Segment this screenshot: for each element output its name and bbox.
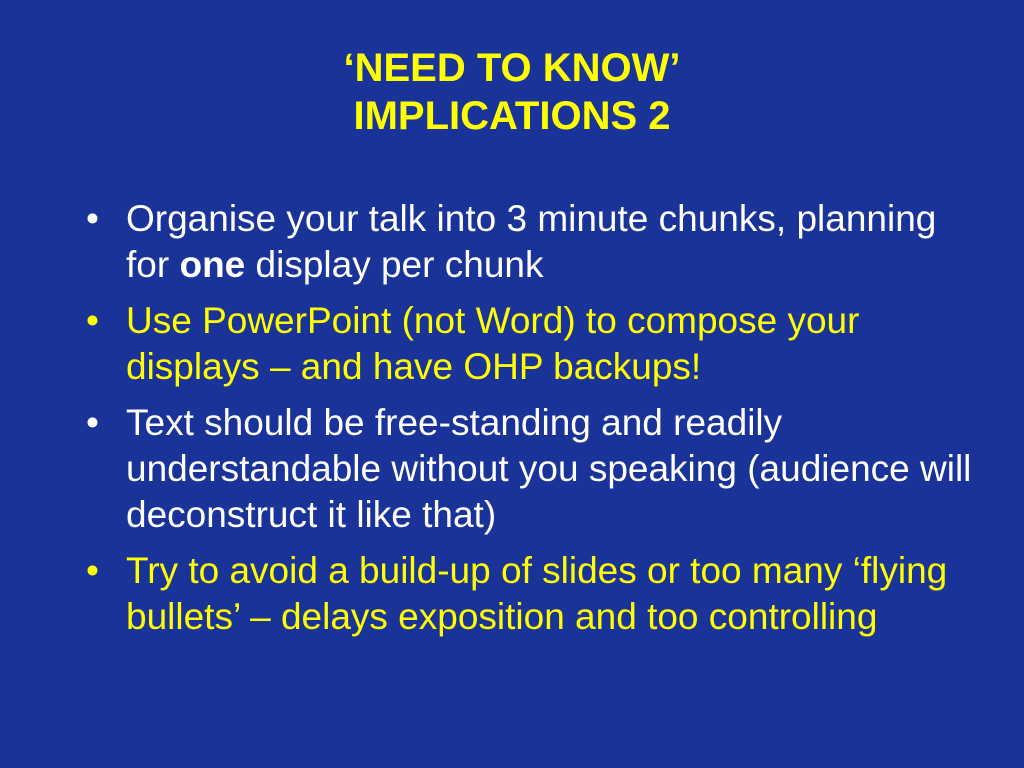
- bullet-text-4: Try to avoid a build-up of slides or too many ‘flying bullets’ – delays exposition and too controlling: [126, 550, 948, 637]
- bullet-text-2: Use PowerPoint (not Word) to compose your displays – and have OHP backups!: [126, 300, 860, 387]
- bullet-item-2: [86, 298, 986, 390]
- bullet-icon: •: [86, 550, 99, 591]
- title-line-1: ‘NEED TO KNOW’: [343, 46, 681, 90]
- bullet-list: [86, 196, 986, 650]
- bullet-text-3: Text should be free-standing and readily understandable without you speaking (audience will deconstruct it like that): [126, 402, 972, 535]
- bullet-text-1a: Organise your talk into 3 minute chunks, planning for: [126, 198, 937, 285]
- bullet-item-3: [86, 400, 986, 538]
- bullet-icon: •: [86, 300, 99, 341]
- bullet-item-1: [86, 196, 986, 288]
- bullet-icon: •: [86, 402, 99, 443]
- bullet-item-4: [86, 548, 986, 640]
- slide-title: [0, 44, 1024, 140]
- bullet-icon: •: [86, 198, 99, 239]
- title-line-2: IMPLICATIONS 2: [353, 94, 671, 138]
- bullet-text-1-bold: one: [179, 244, 246, 285]
- bullet-text-1b: display per chunk: [245, 244, 544, 285]
